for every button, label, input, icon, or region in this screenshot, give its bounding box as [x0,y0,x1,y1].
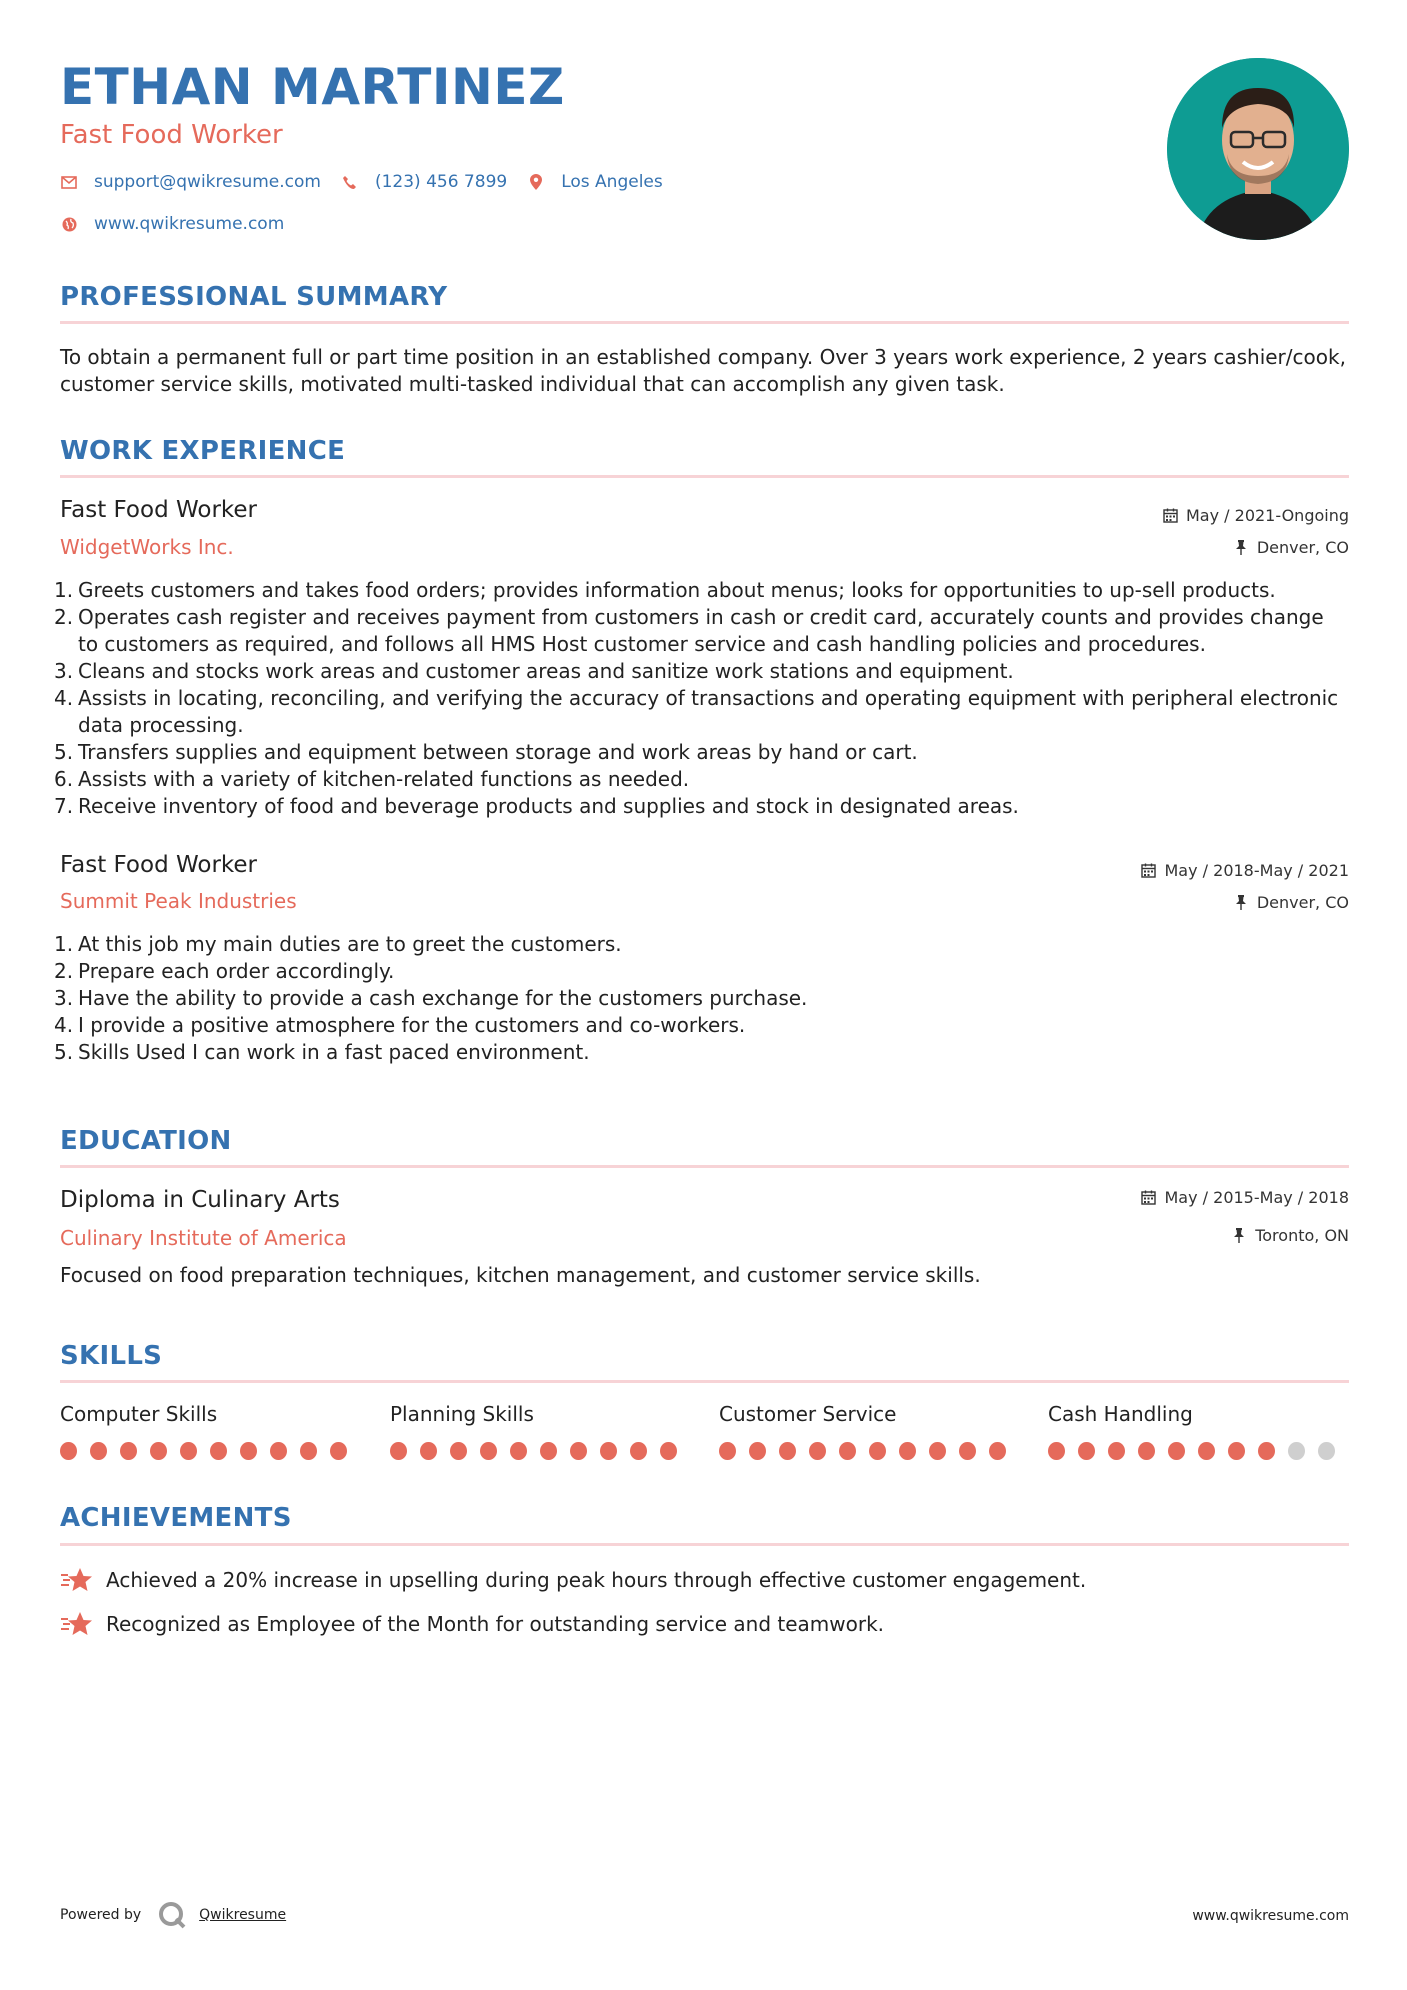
rating-dot-empty [1288,1442,1305,1460]
qwikresume-link[interactable]: Qwikresume [199,1907,287,1923]
profile-photo [1167,58,1349,240]
rating-dot-filled [480,1442,497,1460]
education-description: Focused on food preparation techniques, kitchen management, and customer service skills. [60,1263,981,1287]
footer-website[interactable]: www.qwikresume.com [1192,1908,1349,1924]
list-item: Cleans and stocks work areas and customer areas and sanitize work stations and equipment. [78,659,1014,683]
skills-title: SKILLS [60,1341,163,1371]
rating-dot-filled [839,1442,856,1460]
list-item: Operates cash register and receives payment from customers in cash or credit card, accurately counts and provides change to customers as required, and follows all HMS Host customer service and cash handling policies and procedures. [78,605,1324,656]
section-divider [60,321,1349,324]
phone-text: (123) 456 7899 [374,172,508,192]
skill-rating [719,1442,1019,1460]
map-pin-icon [527,173,545,191]
experience-title: WORK EXPERIENCE [60,436,346,466]
rating-dot-filled [150,1442,167,1460]
pushpin-icon [1233,540,1249,556]
rating-dot-filled [1138,1442,1155,1460]
section-divider [60,1165,1349,1168]
rating-dot-filled [959,1442,976,1460]
summary-title: PROFESSIONAL SUMMARY [60,282,448,312]
job-dates: May / 2021-Ongoing [1162,506,1349,525]
qwikresume-logo-icon [157,1900,187,1930]
list-item: Greets customers and takes food orders; provides information about menus; looks for opportunities to up-sell products. [78,578,1276,602]
pushpin-icon [1231,1228,1247,1244]
education-title: EDUCATION [60,1126,232,1156]
rating-dot-filled [570,1442,587,1460]
email-text: support@qwikresume.com [94,172,321,192]
rating-dot-filled [330,1442,347,1460]
school-name: Culinary Institute of America [60,1226,347,1250]
rating-dot-filled [869,1442,886,1460]
rating-dot-filled [240,1442,257,1460]
rating-dot-filled [779,1442,796,1460]
job-title: Fast Food Worker [60,852,258,878]
job-dates: May / 2018-May / 2021 [1141,861,1350,880]
globe-icon [60,215,78,233]
rating-dot-filled [1168,1442,1185,1460]
achievement-item: Recognized as Employee of the Month for outstanding service and teamwork. [60,1609,884,1639]
skill-name: Computer Skills [60,1402,218,1426]
rating-dot-filled [300,1442,317,1460]
rating-dot-filled [899,1442,916,1460]
rating-dot-filled [630,1442,647,1460]
skill-item [719,1402,1019,1460]
candidate-name: ETHAN MARTINEZ [60,58,565,116]
rating-dot-filled [450,1442,467,1460]
skill-name: Planning Skills [390,1402,534,1426]
pushpin-icon [1233,895,1249,911]
education-location: Toronto, ON [1231,1226,1349,1245]
list-item: Assists in locating, reconciling, and verifying the accuracy of transactions and operating equipment with peripheral electronic data processing. [78,686,1339,737]
rating-dot-filled [660,1442,677,1460]
job-company: Summit Peak Industries [60,889,297,913]
rating-dot-filled [1198,1442,1215,1460]
job-duties-list [60,931,1349,1066]
rating-dot-filled [1048,1442,1065,1460]
section-divider [60,475,1349,478]
contact-location [527,172,663,192]
job-title: Fast Food Worker [60,497,258,523]
location-text: Los Angeles [561,172,663,192]
rating-dot-filled [809,1442,826,1460]
rating-dot-filled [929,1442,946,1460]
skill-rating [1048,1442,1348,1460]
star-award-icon [60,1609,94,1639]
rating-dot-filled [600,1442,617,1460]
list-item: At this job my main duties are to greet the customers. [78,932,622,956]
rating-dot-filled [390,1442,407,1460]
contact-website[interactable] [60,214,304,234]
rating-dot-filled [210,1442,227,1460]
skill-name: Cash Handling [1048,1402,1193,1426]
achievement-item: Achieved a 20% increase in upselling during peak hours through effective customer engagement. [60,1565,1086,1595]
rating-dot-filled [1108,1442,1125,1460]
rating-dot-filled [270,1442,287,1460]
rating-dot-filled [1228,1442,1245,1460]
contact-row [60,172,683,192]
rating-dot-filled [719,1442,736,1460]
list-item: Transfers supplies and equipment between storage and work areas by hand or cart. [78,740,918,764]
list-item: Have the ability to provide a cash exchange for the customers purchase. [78,986,808,1010]
candidate-role: Fast Food Worker [60,120,283,150]
list-item: Skills Used I can work in a fast paced environment. [78,1040,590,1064]
section-divider [60,1543,1349,1546]
contact-phone[interactable] [341,172,507,192]
rating-dot-filled [90,1442,107,1460]
website-text: www.qwikresume.com [94,214,285,234]
calendar-icon [1162,508,1178,524]
job-duties-list [60,577,1349,820]
education-dates: May / 2015-May / 2018 [1141,1188,1350,1207]
rating-dot-filled [60,1442,77,1460]
summary-text: To obtain a permanent full or part time position in an established company. Over 3 years work experience, 2 years cashier/cook, customer service skills, motivated multi-tasked individual that can accomplish any given task. [60,345,1346,396]
rating-dot-empty [1318,1442,1335,1460]
rating-dot-filled [749,1442,766,1460]
job-company: WidgetWorks Inc. [60,535,234,559]
rating-dot-filled [989,1442,1006,1460]
skill-name: Customer Service [719,1402,897,1426]
rating-dot-filled [420,1442,437,1460]
rating-dot-filled [120,1442,137,1460]
rating-dot-filled [510,1442,527,1460]
powered-by-label: Powered by [60,1907,142,1923]
list-item: I provide a positive atmosphere for the customers and co-workers. [78,1013,746,1037]
skill-item [390,1402,690,1460]
contact-email[interactable] [60,172,321,192]
skill-rating [390,1442,690,1460]
list-item: Prepare each order accordingly. [78,959,395,983]
star-award-icon [60,1565,94,1595]
envelope-icon [60,173,78,191]
calendar-icon [1141,1190,1157,1206]
rating-dot-filled [540,1442,557,1460]
skill-rating [60,1442,360,1460]
phone-icon [341,173,359,191]
achievements-title: ACHIEVEMENTS [60,1503,292,1533]
rating-dot-filled [180,1442,197,1460]
calendar-icon [1141,863,1157,879]
job-location: Denver, CO [1233,893,1349,912]
skill-item [60,1402,360,1460]
job-location: Denver, CO [1233,538,1349,557]
list-item: Receive inventory of food and beverage products and supplies and stock in designated areas. [78,794,1019,818]
skill-item [1048,1402,1348,1460]
rating-dot-filled [1258,1442,1275,1460]
list-item: Assists with a variety of kitchen-related functions as needed. [78,767,690,791]
degree-title: Diploma in Culinary Arts [60,1187,340,1213]
section-divider [60,1380,1349,1383]
rating-dot-filled [1078,1442,1095,1460]
footer-powered-by [60,1900,286,1930]
